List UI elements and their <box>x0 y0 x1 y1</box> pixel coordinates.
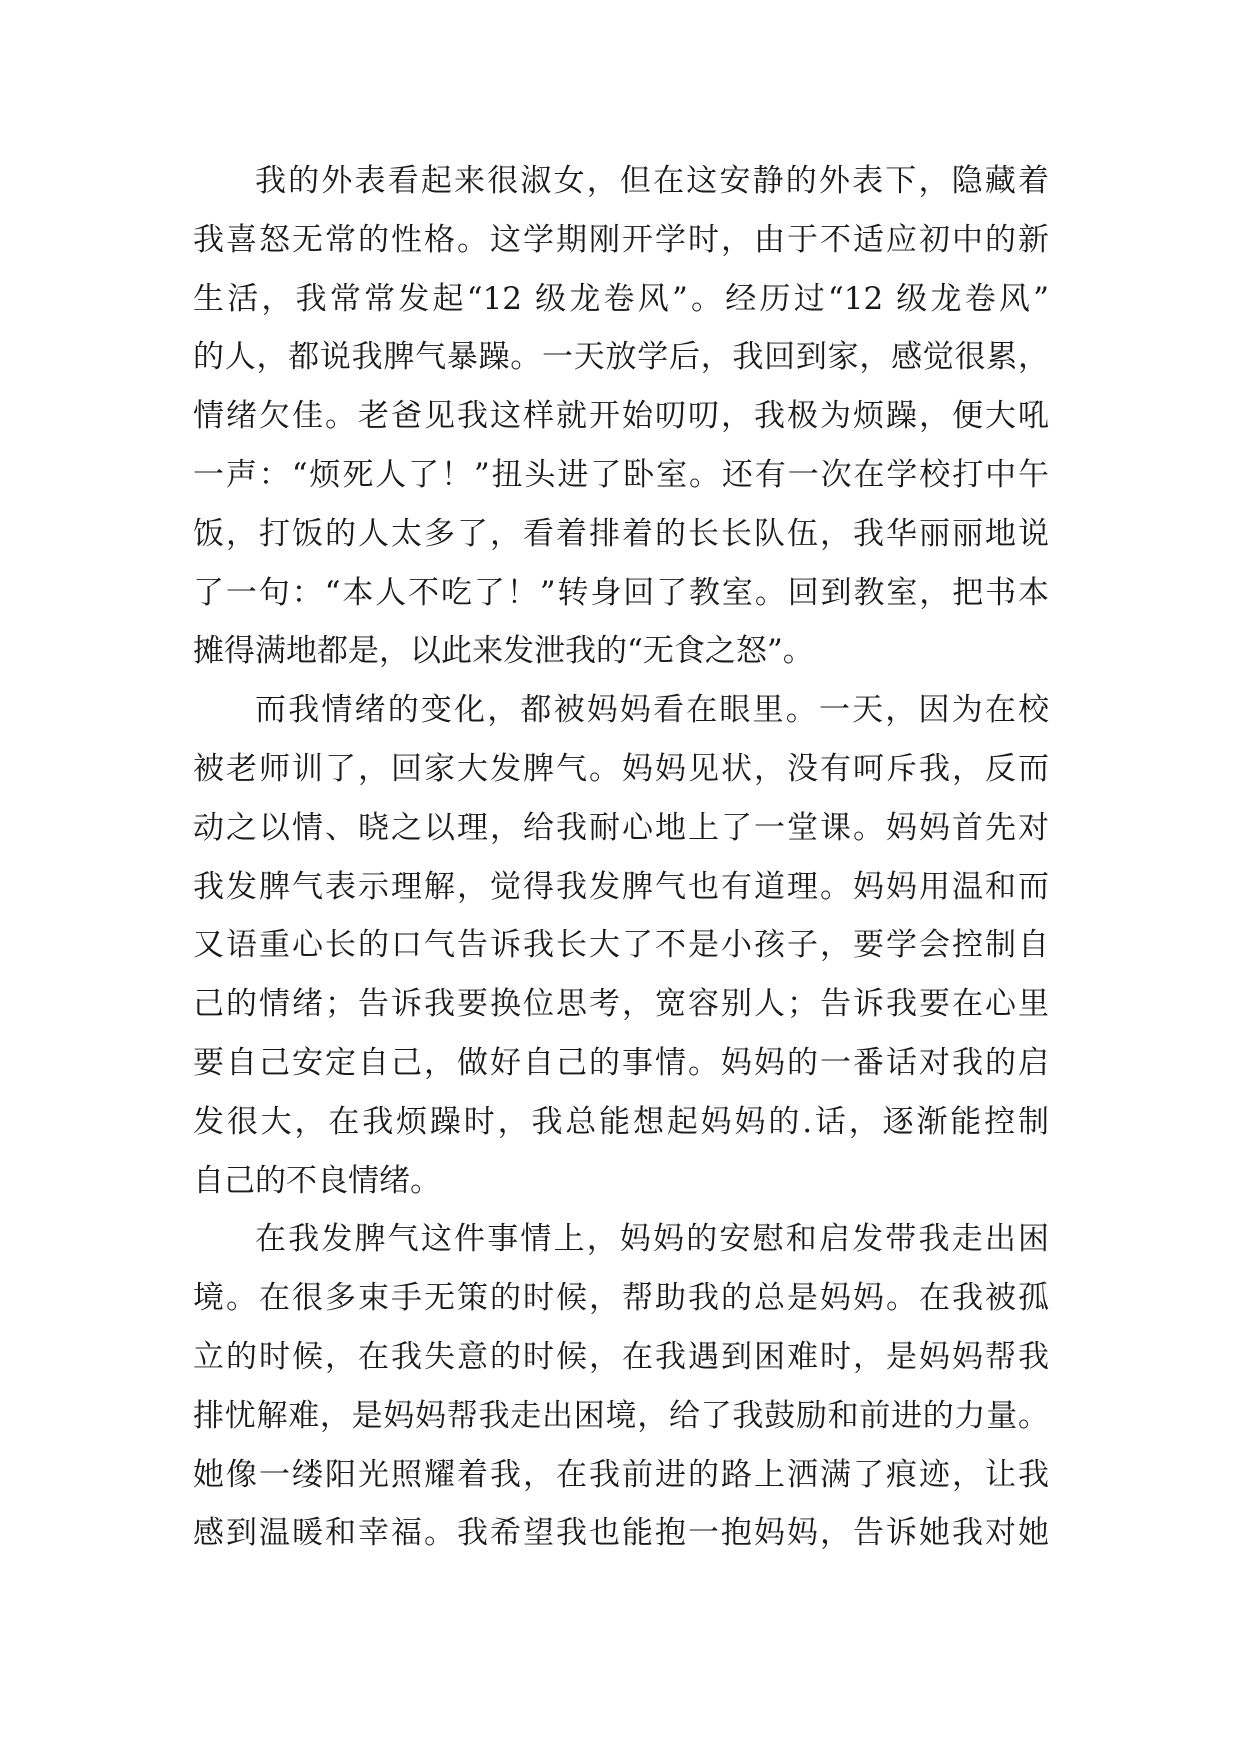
text-line: 己的情绪；告诉我要换位思考，宽容别人；告诉我要在心里 <box>193 986 1049 1023</box>
paragraph-3 <box>193 1210 1049 1563</box>
text-line: 发很大，在我烦躁时，我总能想起妈妈的.话，逐渐能控制 <box>193 1103 1049 1140</box>
text-line: 境。在很多束手无策的时候，帮助我的总是妈妈。在我被孤 <box>193 1280 1049 1317</box>
text-line: 排忧解难，是妈妈帮我走出困境，给了我鼓励和前进的力量。 <box>193 1397 1049 1434</box>
text-line: 我的外表看起来很淑女，但在这安静的外表下，隐藏着 <box>255 163 1049 199</box>
text-line: 摊得满地都是，以此来发泄我的“无食之怒”。 <box>193 633 814 670</box>
text-line: 情绪欠佳。老爸见我这样就开始叨叨，我极为烦躁，便大吼 <box>193 398 1049 435</box>
text-line: 的人，都说我脾气暴躁。一天放学后，我回到家，感觉很累， <box>193 339 1049 376</box>
text-line: 一声：“烦死人了！”扭头进了卧室。还有一次在学校打中午 <box>193 456 1049 493</box>
text-line: 动之以情、晓之以理，给我耐心地上了一堂课。妈妈首先对 <box>193 809 1049 846</box>
text-line: 又语重心长的口气告诉我长大了不是小孩子，要学会控制自 <box>193 927 1049 964</box>
text-line: 在我发脾气这件事情上，妈妈的安慰和启发带我走出困 <box>255 1221 1049 1258</box>
paragraph-1 <box>193 152 1049 681</box>
text-line: 被老师训了，回家大发脾气。妈妈见状，没有呵斥我，反而 <box>193 750 1049 787</box>
text-line: 立的时候，在我失意的时候，在我遇到困难时，是妈妈帮我 <box>193 1338 1049 1375</box>
text-line: 而我情绪的变化，都被妈妈看在眼里。一天，因为在校 <box>255 692 1049 729</box>
paragraph-2 <box>193 681 1049 1210</box>
document-body <box>193 152 1049 1563</box>
text-line: 要自己安定自己，做好自己的事情。妈妈的一番话对我的启 <box>193 1044 1049 1081</box>
text-line: 感到温暖和幸福。我希望我也能抱一抱妈妈，告诉她我对她 <box>193 1515 1049 1552</box>
text-line: 了一句：“本人不吃了！”转身回了教室。回到教室，把书本 <box>193 574 1049 611</box>
text-line: 我喜怒无常的性格。这学期刚开学时，由于不适应初中的新 <box>193 221 1049 258</box>
text-line: 饭，打饭的人太多了，看着排着的长长队伍，我华丽丽地说 <box>193 515 1049 552</box>
text-line: 生活，我常常发起“12 级龙卷风”。经历过“12 级龙卷风” <box>193 280 1049 317</box>
text-line: 她像一缕阳光照耀着我，在我前进的路上洒满了痕迹，让我 <box>193 1456 1049 1493</box>
text-line: 我发脾气表示理解，觉得我发脾气也有道理。妈妈用温和而 <box>193 868 1049 905</box>
text-line: 自己的不良情绪。 <box>193 1162 441 1199</box>
